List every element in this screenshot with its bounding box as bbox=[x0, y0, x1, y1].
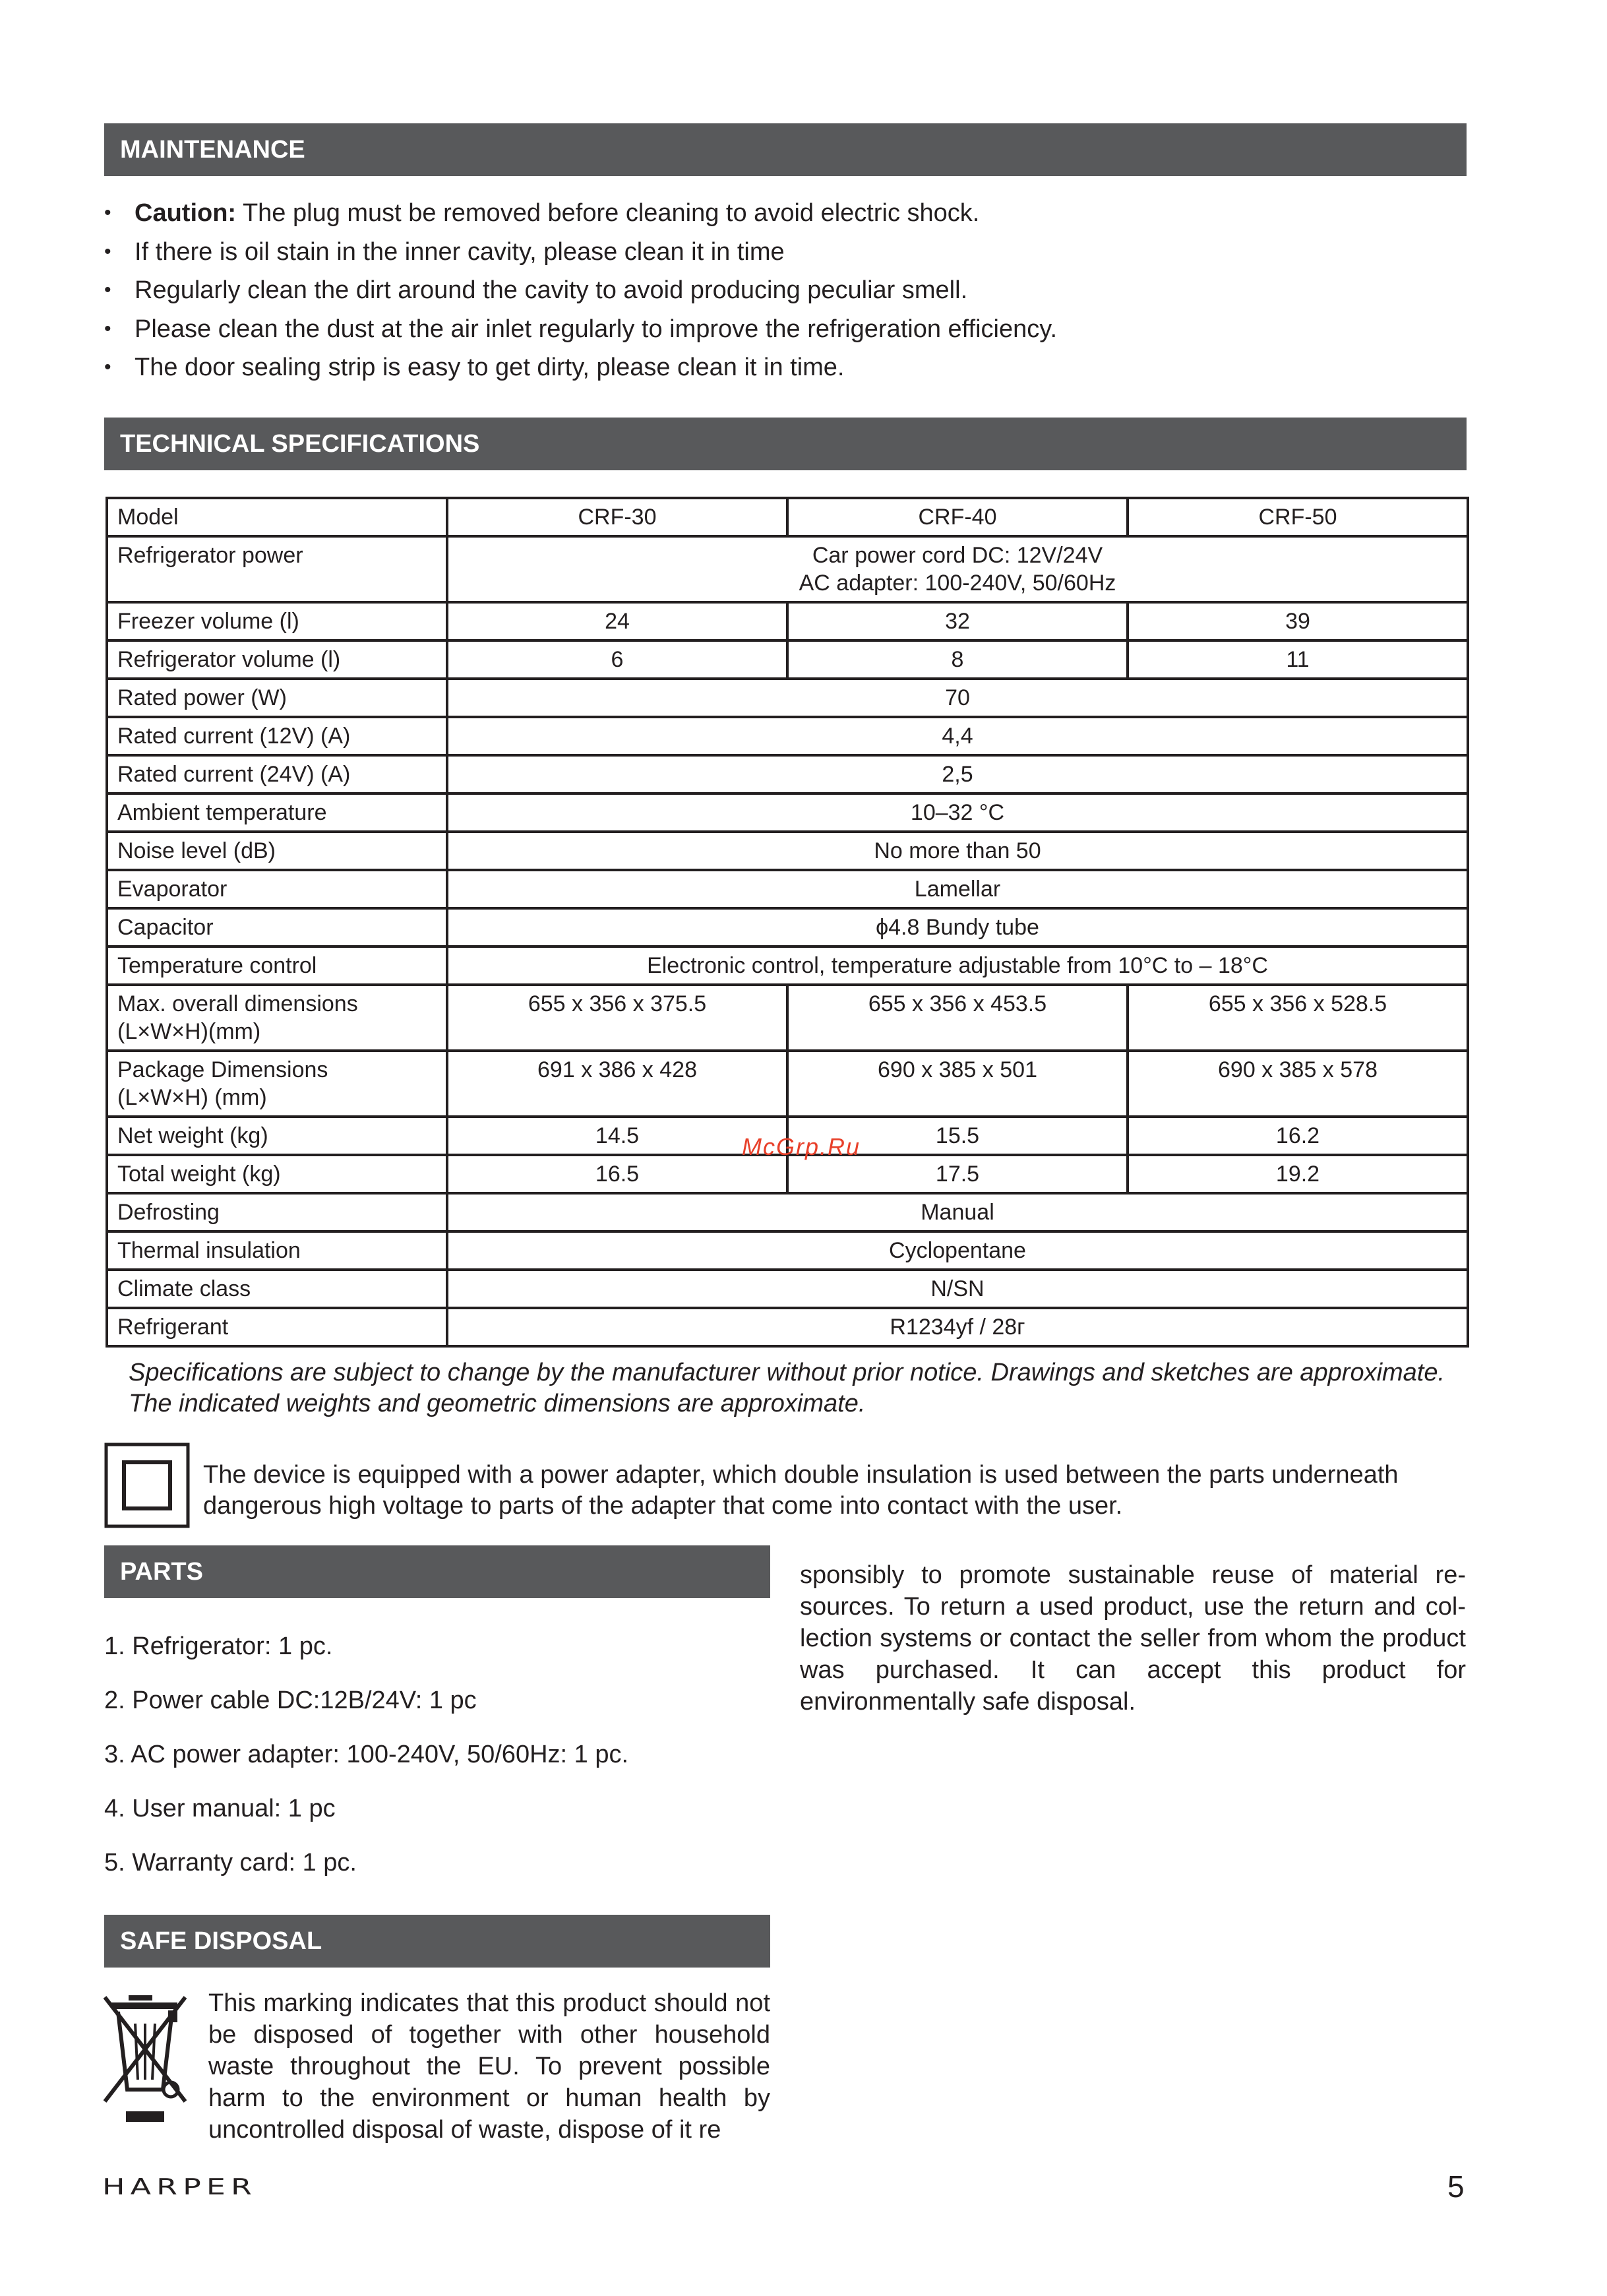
table-row bbox=[107, 640, 1468, 679]
table-cell: 32 bbox=[787, 602, 1128, 640]
table-cell bbox=[447, 536, 1468, 602]
table-row bbox=[107, 908, 1468, 946]
row-label: Model bbox=[107, 498, 447, 536]
list-item: • If there is oil stain in the inner cavity, please clean it in time bbox=[104, 233, 1476, 272]
maintenance-list bbox=[104, 194, 1476, 387]
maintenance-title: MAINTENANCE bbox=[120, 135, 305, 164]
table-row bbox=[107, 536, 1468, 602]
page-number: 5 bbox=[1447, 2169, 1465, 2204]
table-row bbox=[107, 1051, 1468, 1117]
row-label: Rated current (12V) (A) bbox=[107, 717, 447, 755]
table-row bbox=[107, 1231, 1468, 1270]
row-label: Temperature control bbox=[107, 946, 447, 985]
row-label bbox=[107, 1051, 447, 1117]
disposal-heading bbox=[104, 1915, 770, 1968]
watermark: McGrp.Ru bbox=[742, 1133, 861, 1160]
specs-note: Specifications are subject to change by the manufacturer without prior notice. Drawings and sketches are approximate. The indicated weights and geometric dimensions are approximate. bbox=[129, 1359, 1445, 1417]
row-label: Refrigerant bbox=[107, 1308, 447, 1346]
table-cell: 8 bbox=[787, 640, 1128, 679]
model-cell: CRF-30 bbox=[447, 498, 787, 536]
list-item: 1. Refrigerator: 1 pc. bbox=[104, 1632, 333, 1660]
specs-heading bbox=[104, 418, 1467, 470]
table-row bbox=[107, 870, 1468, 908]
row-label: Ambient temperature bbox=[107, 793, 447, 832]
maintenance-heading bbox=[104, 123, 1467, 176]
row-label: Refrigerator power bbox=[107, 536, 447, 602]
brand-text: HARPER bbox=[102, 2175, 257, 2197]
list-item: • Please clean the dust at the air inlet regularly to improve the refrigeration efficiency. bbox=[104, 310, 1476, 349]
table-cell: 655 x 356 x 375.5 bbox=[447, 985, 787, 1051]
model-cell: CRF-40 bbox=[787, 498, 1128, 536]
power-line-2: AC adapter: 100-240V, 50/60Hz bbox=[799, 571, 1116, 596]
power-line-1: Car power cord DC: 12V/24V bbox=[812, 543, 1103, 568]
disposal-continued: sponsibly to promote sustainable reuse of material resources. To return a used product, use the return and collection systems or contact the seller from whom the product was purchased. It can accept this product for environmentally safe disposal. bbox=[800, 1561, 1466, 1716]
table-cell: 10–32 °C bbox=[447, 793, 1468, 832]
row-label: Noise level (dB) bbox=[107, 832, 447, 870]
table-cell: 15.5 bbox=[787, 1117, 1128, 1155]
table-row bbox=[107, 679, 1468, 717]
row-label-line-1: Max. overall dimensions bbox=[117, 991, 358, 1016]
row-label: Evaporator bbox=[107, 870, 447, 908]
table-cell: 14.5 bbox=[447, 1117, 787, 1155]
row-label: Rated current (24V) (A) bbox=[107, 755, 447, 793]
table-cell: 655 x 356 x 453.5 bbox=[787, 985, 1128, 1051]
table-row bbox=[107, 1270, 1468, 1308]
row-label-line-2: (L×W×H) (mm) bbox=[117, 1085, 267, 1110]
table-cell: 39 bbox=[1128, 602, 1468, 640]
parts-list bbox=[104, 1619, 764, 1890]
list-item: 4. User manual: 1 pc bbox=[104, 1795, 336, 1822]
table-row bbox=[107, 1193, 1468, 1231]
row-label: Rated power (W) bbox=[107, 679, 447, 717]
table-cell: 2,5 bbox=[447, 755, 1468, 793]
list-item: 5. Warranty card: 1 pc. bbox=[104, 1849, 357, 1877]
table-cell: 655 x 356 x 528.5 bbox=[1128, 985, 1468, 1051]
list-item: 3. AC power adapter: 100-240V, 50/60Hz: 1 pc. bbox=[104, 1741, 629, 1768]
row-label: Climate class bbox=[107, 1270, 447, 1308]
list-item: • The door sealing strip is easy to get dirty, please clean it in time. bbox=[104, 348, 1476, 387]
table-cell: 16.5 bbox=[447, 1155, 787, 1193]
table-cell: 17.5 bbox=[787, 1155, 1128, 1193]
table-cell: 16.2 bbox=[1128, 1117, 1468, 1155]
table-row bbox=[107, 985, 1468, 1051]
parts-heading bbox=[104, 1545, 770, 1598]
table-cell: 691 x 386 x 428 bbox=[447, 1051, 787, 1117]
table-cell: Manual bbox=[447, 1193, 1468, 1231]
table-cell: 690 x 385 x 578 bbox=[1128, 1051, 1468, 1117]
row-label: Capacitor bbox=[107, 908, 447, 946]
specs-table bbox=[106, 497, 1469, 1348]
row-label-line-1: Package Dimensions bbox=[117, 1057, 328, 1082]
table-cell: R1234yf / 28г bbox=[447, 1308, 1468, 1346]
row-label: Total weight (kg) bbox=[107, 1155, 447, 1193]
harper-logo bbox=[102, 2175, 260, 2197]
table-row bbox=[107, 602, 1468, 640]
caution-text: The plug must be removed before cleaning to avoid electric shock. bbox=[236, 199, 980, 227]
crossed-bin-icon bbox=[102, 1991, 188, 2126]
table-cell: 4,4 bbox=[447, 717, 1468, 755]
table-cell: No more than 50 bbox=[447, 832, 1468, 870]
caution-label: Caution: bbox=[135, 199, 237, 227]
row-label bbox=[107, 985, 447, 1051]
table-cell: 70 bbox=[447, 679, 1468, 717]
row-label: Defrosting bbox=[107, 1193, 447, 1231]
table-cell: 11 bbox=[1128, 640, 1468, 679]
row-label: Refrigerator volume (l) bbox=[107, 640, 447, 679]
table-cell: 24 bbox=[447, 602, 787, 640]
table-cell: 19.2 bbox=[1128, 1155, 1468, 1193]
table-row bbox=[107, 498, 1468, 536]
list-item: • Regularly clean the dirt around the cavity to avoid producing peculiar smell. bbox=[104, 271, 1476, 310]
parts-title: PARTS bbox=[120, 1557, 203, 1586]
model-cell: CRF-50 bbox=[1128, 498, 1468, 536]
table-row bbox=[107, 755, 1468, 793]
specs-title: TECHNICAL SPECIFICATIONS bbox=[120, 429, 480, 458]
row-label: Net weight (kg) bbox=[107, 1117, 447, 1155]
table-row bbox=[107, 1308, 1468, 1346]
list-item: 2. Power cable DC:12B/24V: 1 pc bbox=[104, 1687, 477, 1714]
table-cell: Cyclopentane bbox=[447, 1231, 1468, 1270]
row-label: Thermal insulation bbox=[107, 1231, 447, 1270]
list-item bbox=[104, 194, 1476, 233]
table-cell: Electronic control, temperature adjustable from 10°C to – 18°C bbox=[447, 946, 1468, 985]
table-cell: 6 bbox=[447, 640, 787, 679]
row-label-line-2: (L×W×H)(mm) bbox=[117, 1019, 261, 1044]
table-cell: N/SN bbox=[447, 1270, 1468, 1308]
double-insulation-icon bbox=[104, 1443, 190, 1528]
table-row bbox=[107, 946, 1468, 985]
table-row bbox=[107, 717, 1468, 755]
disposal-title: SAFE DISPOSAL bbox=[120, 1927, 322, 1955]
table-cell: ϕ4.8 Bundy tube bbox=[447, 908, 1468, 946]
insulation-text: The device is equipped with a power adapter, which double insulation is used between the parts underneath dangerous high voltage to parts of the adapter that come into contact with the user. bbox=[203, 1461, 1399, 1520]
table-cell: Lamellar bbox=[447, 870, 1468, 908]
row-label: Freezer volume (l) bbox=[107, 602, 447, 640]
table-row bbox=[107, 793, 1468, 832]
table-cell: 690 x 385 x 501 bbox=[787, 1051, 1128, 1117]
disposal-text: This marking indicates that this product should not be disposed of together with other household waste throughout the EU. To prevent possible harm to the environment or human health by uncontrolled disposal of waste, dispose of it re bbox=[208, 1989, 770, 2144]
table-row bbox=[107, 832, 1468, 870]
